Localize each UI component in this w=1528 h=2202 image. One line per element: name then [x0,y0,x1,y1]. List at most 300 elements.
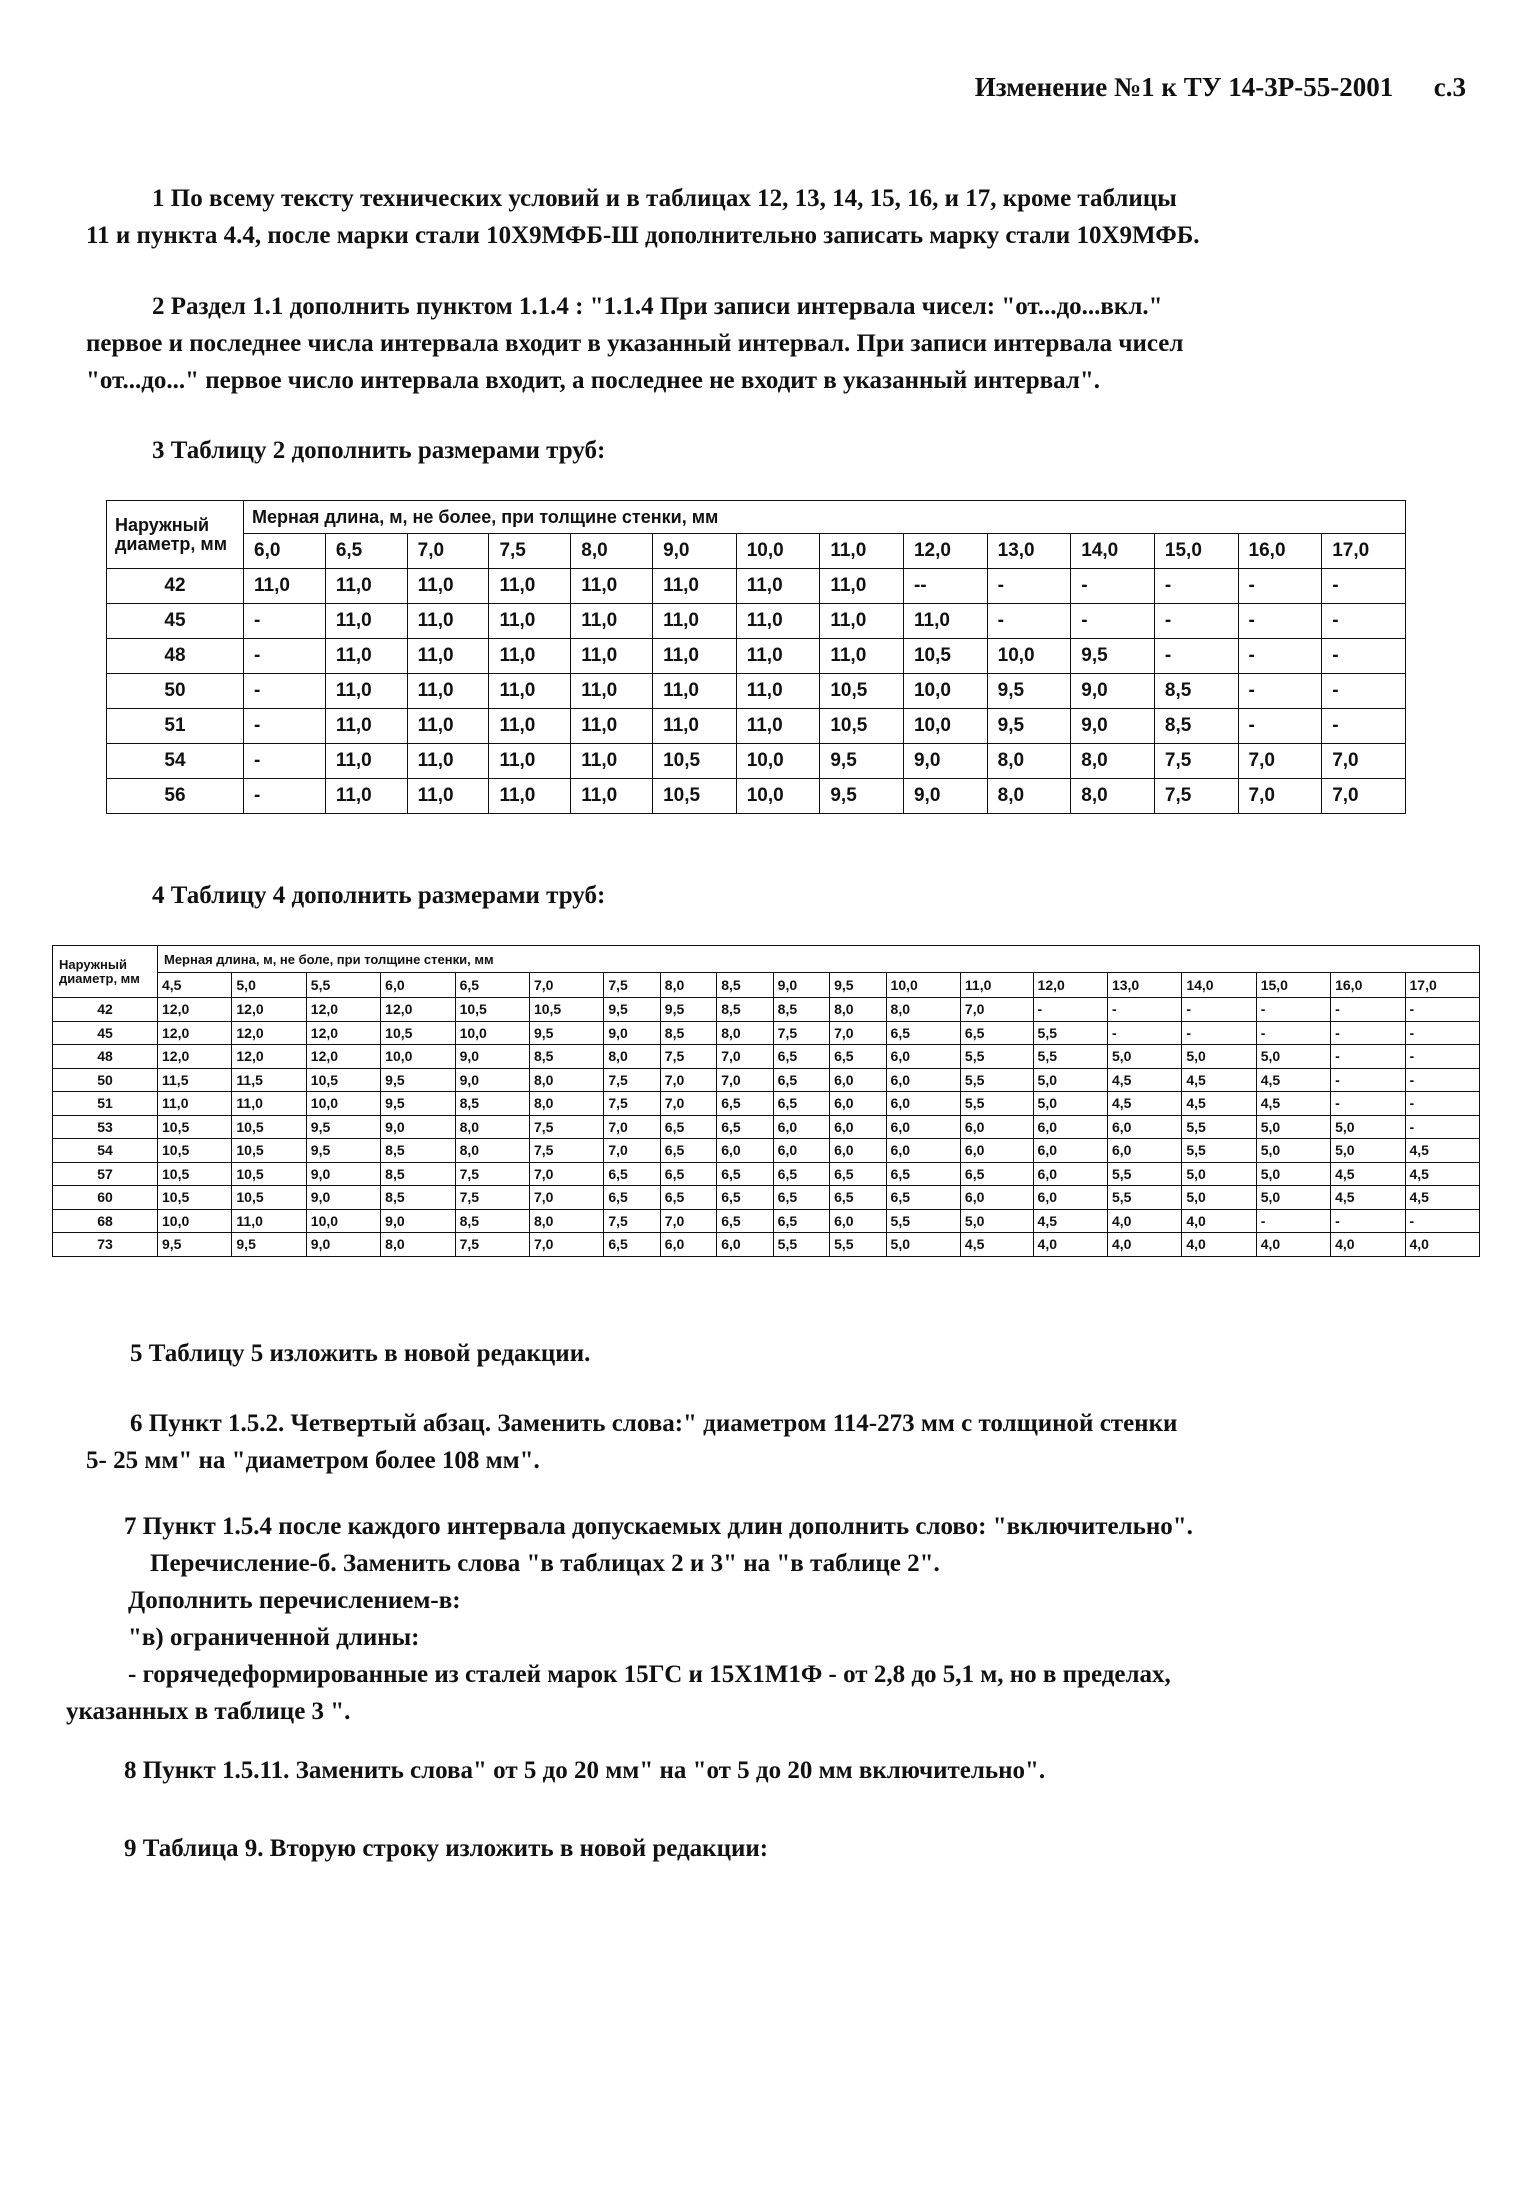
paragraph-7-line-2: Перечисление-б. Заменить слова "в таблицах 2 и 3" на "в таблице 2". [150,1550,940,1577]
length-cell: 9,0 [1071,674,1155,709]
length-cell: 9,5 [529,1021,603,1045]
length-cell: 11,0 [489,569,571,604]
length-cell: 6,0 [960,1115,1033,1139]
length-cell: 5,0 [1256,1186,1330,1210]
length-cell: 10,0 [381,1045,455,1069]
table-row [53,1139,1480,1163]
length-cell: 5,0 [1107,1045,1181,1069]
length-cell: - [1331,1021,1405,1045]
length-cell: 7,0 [529,1186,603,1210]
length-cell: 7,0 [1238,779,1322,814]
length-cell: 5,0 [1256,1139,1330,1163]
length-cell: 9,0 [306,1186,380,1210]
length-cell: 5,5 [1033,1021,1107,1045]
length-cell: 9,5 [604,998,660,1022]
length-cell: 8,5 [455,1209,529,1233]
thickness-header-cell: 5,5 [306,973,380,998]
length-cell: 4,0 [1331,1233,1405,1257]
length-cell: 10,5 [381,1021,455,1045]
length-cell: - [1071,569,1155,604]
length-cell: - [1182,998,1256,1022]
thickness-header-cell: 15,0 [1154,534,1238,569]
length-cell: - [1154,569,1238,604]
length-cell: - [1182,1021,1256,1045]
thickness-header-cell: 6,0 [244,534,326,569]
length-cell: 9,5 [306,1139,380,1163]
length-cell: 10,0 [455,1021,529,1045]
length-cell: 4,5 [1405,1186,1480,1210]
length-cell: 11,0 [407,639,489,674]
length-cell: 7,5 [1154,744,1238,779]
paragraph-2 [86,288,1466,399]
length-cell: 8,0 [987,779,1071,814]
length-cell: 6,0 [886,1139,960,1163]
length-cell: 8,5 [717,998,773,1022]
length-cell: 7,5 [660,1045,716,1069]
length-cell: - [1071,604,1155,639]
length-cell: 9,5 [987,709,1071,744]
length-cell: - [1322,569,1406,604]
diameter-cell: 51 [107,709,244,744]
length-cell: 5,5 [1107,1186,1181,1210]
length-cell: 6,0 [773,1115,829,1139]
table-row [107,604,1406,639]
table-row [107,674,1406,709]
length-cell: 6,5 [660,1162,716,1186]
length-cell: 6,5 [960,1021,1033,1045]
diameter-cell: 53 [53,1115,158,1139]
length-cell: 7,5 [604,1209,660,1233]
length-cell: 10,0 [736,779,820,814]
length-cell: 4,5 [1033,1209,1107,1233]
length-cell: 5,0 [1033,1068,1107,1092]
length-cell: - [1256,1021,1330,1045]
length-cell: 5,0 [1331,1115,1405,1139]
diameter-cell: 48 [107,639,244,674]
length-cell: - [1238,674,1322,709]
length-cell: 9,5 [381,1092,455,1116]
length-cell: 5,0 [1033,1092,1107,1116]
thickness-row [107,534,1406,569]
length-cell: 6,0 [773,1139,829,1163]
length-cell: 11,0 [653,639,737,674]
length-cell: 6,5 [717,1115,773,1139]
paragraph-7-line-1: 7 Пункт 1.5.4 после каждого интервала допускаемых длин дополнить слово: "включительно". [124,1513,1193,1540]
paragraph-6-line-1: 6 Пункт 1.5.2. Четвертый абзац. Заменить слова:" диаметром 114-273 мм с толщиной стенки [130,1410,1178,1437]
length-cell: 11,0 [489,744,571,779]
length-cell: 6,0 [830,1209,886,1233]
length-cell: - [1238,604,1322,639]
diameter-cell: 56 [107,779,244,814]
length-cell: 4,5 [1331,1186,1405,1210]
paragraph-9: 9 Таблица 9. Вторую строку изложить в новой редакции: [124,1835,769,1862]
length-cell: 8,5 [381,1186,455,1210]
length-cell: 7,5 [455,1186,529,1210]
length-cell: 5,0 [886,1233,960,1257]
length-cell: - [1107,1021,1181,1045]
length-cell: 10,5 [232,1162,306,1186]
length-cell: 6,0 [960,1186,1033,1210]
length-cell: 10,5 [455,998,529,1022]
length-cell: 8,0 [1071,779,1155,814]
length-header: Мерная длина, м, не боле, при толщине стенки, мм [158,946,1480,973]
length-cell: 5,5 [960,1092,1033,1116]
length-cell: 7,5 [604,1092,660,1116]
length-cell: 6,5 [604,1186,660,1210]
length-cell: 10,0 [903,709,987,744]
thickness-header-cell: 13,0 [987,534,1071,569]
length-cell: - [1331,1068,1405,1092]
length-cell: 6,5 [717,1209,773,1233]
length-cell: 9,5 [987,674,1071,709]
table-row [107,569,1406,604]
thickness-header-cell: 15,0 [1256,973,1330,998]
length-cell: - [244,674,326,709]
length-cell: 5,0 [1256,1162,1330,1186]
length-cell: 6,5 [960,1162,1033,1186]
length-cell: 11,5 [158,1068,232,1092]
table-row [53,1186,1480,1210]
length-cell: 8,5 [455,1092,529,1116]
diameter-cell: 60 [53,1186,158,1210]
length-cell: 8,5 [381,1139,455,1163]
length-cell: 6,0 [830,1115,886,1139]
length-cell: 6,5 [773,1045,829,1069]
length-cell: 10,5 [820,674,904,709]
length-cell: 10,5 [653,744,737,779]
length-cell: 6,0 [1033,1115,1107,1139]
length-cell: - [1405,1209,1480,1233]
length-cell: 7,0 [717,1068,773,1092]
length-cell: 7,5 [455,1162,529,1186]
paragraph-2-line-3: "от...до..." первое число интервала входит, а последнее не входит в указанный интервал". [86,367,1101,394]
length-cell: 4,5 [1256,1068,1330,1092]
paragraph-1 [86,180,1466,254]
length-cell: - [1107,998,1181,1022]
length-cell: 7,0 [660,1068,716,1092]
length-cell: 5,0 [1182,1162,1256,1186]
length-cell: 9,5 [820,744,904,779]
length-cell: 6,5 [773,1186,829,1210]
length-cell: 7,5 [529,1115,603,1139]
length-cell: 8,5 [773,998,829,1022]
table-4-addition [52,945,1480,1257]
length-cell: 4,5 [1256,1092,1330,1116]
length-cell: 4,5 [1405,1162,1480,1186]
length-cell: 11,0 [820,569,904,604]
length-cell: 4,0 [1256,1233,1330,1257]
length-cell: 6,5 [886,1021,960,1045]
length-cell: 8,5 [381,1162,455,1186]
paragraph-8: 8 Пункт 1.5.11. Заменить слова" от 5 до 20 мм" на "от 5 до 20 мм включительно". [124,1757,1046,1784]
length-cell: 10,5 [232,1139,306,1163]
length-cell: 9,0 [306,1162,380,1186]
length-cell: 11,5 [232,1068,306,1092]
length-cell: - [1322,709,1406,744]
diameter-cell: 45 [53,1021,158,1045]
diameter-cell: 54 [53,1139,158,1163]
length-cell: 11,0 [653,709,737,744]
length-cell: 7,0 [660,1092,716,1116]
thickness-header-cell: 10,0 [736,534,820,569]
thickness-header-cell: 16,0 [1238,534,1322,569]
length-cell: 11,0 [407,779,489,814]
length-cell: 6,5 [773,1162,829,1186]
length-cell: 6,5 [773,1092,829,1116]
length-cell: 7,0 [529,1233,603,1257]
length-cell: 7,0 [604,1115,660,1139]
length-cell: 11,0 [325,709,407,744]
paragraph-7-line-3: Дополнить перечислением-в: [128,1587,461,1614]
length-cell: 11,0 [653,604,737,639]
length-cell: 5,5 [960,1068,1033,1092]
length-cell: 12,0 [158,1045,232,1069]
length-cell: - [244,779,326,814]
length-cell: 10,5 [158,1186,232,1210]
length-cell: 12,0 [306,1045,380,1069]
length-cell: 10,5 [158,1115,232,1139]
length-cell: 9,5 [158,1233,232,1257]
length-cell: 6,5 [830,1045,886,1069]
length-cell: 10,5 [232,1115,306,1139]
length-cell: 7,0 [717,1045,773,1069]
length-cell: 10,0 [306,1092,380,1116]
length-cell: 8,0 [529,1209,603,1233]
length-cell: 6,0 [1033,1186,1107,1210]
length-cell: 9,5 [381,1068,455,1092]
length-cell: 10,5 [158,1162,232,1186]
length-cell: 6,5 [660,1186,716,1210]
paragraph-6-line-2: 5- 25 мм" на "диаметром более 108 мм". [86,1447,540,1474]
length-cell: 10,5 [903,639,987,674]
length-cell: - [1256,1209,1330,1233]
length-cell: 6,0 [1107,1139,1181,1163]
length-cell: 8,0 [381,1233,455,1257]
thickness-header-cell: 9,0 [653,534,737,569]
thickness-header-cell: 6,5 [325,534,407,569]
length-cell: 8,0 [886,998,960,1022]
length-cell: 11,0 [571,569,653,604]
length-cell: - [1331,1045,1405,1069]
length-cell: 7,0 [604,1139,660,1163]
length-cell: 6,0 [886,1115,960,1139]
length-cell: 5,5 [960,1045,1033,1069]
length-cell: 9,5 [306,1115,380,1139]
diameter-cell: 73 [53,1233,158,1257]
length-cell: 4,0 [1405,1233,1480,1257]
length-cell: 5,0 [1182,1045,1256,1069]
length-cell: 4,0 [1107,1233,1181,1257]
length-cell: 9,0 [604,1021,660,1045]
length-cell: 8,0 [1071,744,1155,779]
thickness-header-cell: 7,5 [489,534,571,569]
length-cell: 6,5 [604,1162,660,1186]
length-cell: 6,0 [717,1233,773,1257]
length-cell: 6,0 [960,1139,1033,1163]
length-cell: 10,0 [903,674,987,709]
length-cell: 10,5 [306,1068,380,1092]
table-row [53,1068,1480,1092]
table-row [107,709,1406,744]
thickness-header-cell: 7,5 [604,973,660,998]
length-cell: 9,0 [455,1068,529,1092]
length-cell: 9,0 [903,779,987,814]
length-cell: - [1033,998,1107,1022]
paragraph-7-line-6: указанных в таблице 3 ". [66,1698,351,1725]
length-cell: 11,0 [571,779,653,814]
length-cell: - [1238,709,1322,744]
length-cell: 10,5 [529,998,603,1022]
length-cell: 8,5 [1154,709,1238,744]
length-cell: 9,0 [1071,709,1155,744]
length-cell: 7,5 [773,1021,829,1045]
length-cell: 7,0 [960,998,1033,1022]
length-cell: - [1331,1092,1405,1116]
length-cell: 5,0 [960,1209,1033,1233]
length-cell: 12,0 [158,998,232,1022]
length-cell: - [987,569,1071,604]
length-cell: 11,0 [571,604,653,639]
paragraph-2-line-1: 2 Раздел 1.1 дополнить пунктом 1.1.4 : "1.1.4 При записи интервала чисел: "от...до...вкл." [152,293,1163,320]
length-cell: 9,5 [1071,639,1155,674]
length-cell: 7,0 [529,1162,603,1186]
length-cell: 11,0 [407,569,489,604]
table-row [53,1045,1480,1069]
length-cell: 4,0 [1033,1233,1107,1257]
length-cell: - [1405,1115,1480,1139]
thickness-header-cell: 12,0 [1033,973,1107,998]
length-cell: 11,0 [736,604,820,639]
length-cell: - [1256,998,1330,1022]
thickness-header-cell: 7,0 [407,534,489,569]
thickness-header-cell: 10,0 [886,973,960,998]
length-cell: 11,0 [407,674,489,709]
length-cell: 7,0 [660,1209,716,1233]
table-row [53,1162,1480,1186]
length-cell: 6,0 [1033,1162,1107,1186]
length-cell: 8,0 [455,1139,529,1163]
thickness-header-cell: 14,0 [1182,973,1256,998]
length-cell: 4,5 [960,1233,1033,1257]
length-cell: 7,5 [1154,779,1238,814]
length-cell: 11,0 [489,604,571,639]
length-cell: 6,0 [886,1092,960,1116]
length-cell: 4,5 [1107,1092,1181,1116]
length-cell: 10,0 [987,639,1071,674]
length-cell: 6,5 [830,1186,886,1210]
length-cell: - [1331,1209,1405,1233]
length-cell: 9,5 [660,998,716,1022]
length-cell: 6,0 [886,1068,960,1092]
length-cell: 8,0 [455,1115,529,1139]
table-row [53,998,1480,1022]
length-cell: 6,5 [886,1162,960,1186]
length-cell: 9,0 [381,1209,455,1233]
length-cell: 11,0 [325,674,407,709]
length-cell: 6,5 [660,1115,716,1139]
length-cell: 7,0 [1238,744,1322,779]
thickness-header-cell: 11,0 [960,973,1033,998]
length-cell: 7,0 [1322,779,1406,814]
length-cell: 9,0 [381,1115,455,1139]
thickness-header-cell: 5,0 [232,973,306,998]
length-cell: 11,0 [571,709,653,744]
diameter-cell: 50 [107,674,244,709]
thickness-header-cell: 8,5 [717,973,773,998]
thickness-header-cell: 12,0 [903,534,987,569]
diameter-cell: 42 [53,998,158,1022]
length-cell: 6,5 [773,1068,829,1092]
length-cell: 12,0 [306,1021,380,1045]
length-cell: 5,0 [1256,1045,1330,1069]
paragraph-1-line-1: 1 По всему тексту технических условий и в таблицах 12, 13, 14, 15, 16, и 17, кроме таблицы [152,185,1177,212]
length-cell: 8,5 [529,1045,603,1069]
length-cell: 4,5 [1182,1068,1256,1092]
length-cell: 6,5 [604,1233,660,1257]
length-cell: 9,0 [455,1045,529,1069]
length-cell: - [1322,639,1406,674]
length-cell: - [244,639,326,674]
length-cell: 6,5 [717,1092,773,1116]
paragraph-5: 5 Таблицу 5 изложить в новой редакции. [130,1340,591,1367]
length-cell: 10,5 [232,1186,306,1210]
length-cell: 11,0 [903,604,987,639]
length-cell: 7,5 [455,1233,529,1257]
length-cell: 11,0 [736,639,820,674]
length-cell: 11,0 [736,709,820,744]
thickness-header-cell: 16,0 [1331,973,1405,998]
length-cell: - [1405,1021,1480,1045]
length-cell: 5,0 [1331,1139,1405,1163]
table-row [53,1209,1480,1233]
table-row [107,639,1406,674]
length-cell: 6,5 [830,1162,886,1186]
diameter-cell: 42 [107,569,244,604]
length-cell: 11,0 [325,639,407,674]
length-cell: 11,0 [653,674,737,709]
length-cell: 12,0 [232,1021,306,1045]
length-cell: 7,5 [604,1068,660,1092]
thickness-header-cell: 17,0 [1322,534,1406,569]
paragraph-6 [86,1405,1486,1479]
length-cell: 4,5 [1331,1162,1405,1186]
length-cell: 4,5 [1182,1092,1256,1116]
length-cell: 5,5 [1107,1162,1181,1186]
table-row [53,1115,1480,1139]
thickness-header-cell: 14,0 [1071,534,1155,569]
length-cell: 11,0 [407,709,489,744]
length-cell: 9,0 [306,1233,380,1257]
length-cell: 11,0 [325,779,407,814]
thickness-header-cell: 17,0 [1405,973,1480,998]
length-cell: 6,0 [886,1045,960,1069]
diameter-cell: 54 [107,744,244,779]
length-cell: 6,5 [717,1162,773,1186]
length-cell: 5,0 [1256,1115,1330,1139]
length-cell: 6,0 [717,1139,773,1163]
length-cell: 4,0 [1107,1209,1181,1233]
length-cell: 11,0 [407,604,489,639]
diameter-cell: 51 [53,1092,158,1116]
length-cell: 10,0 [158,1209,232,1233]
length-cell: 11,0 [571,639,653,674]
length-cell: 6,0 [830,1068,886,1092]
length-cell: - [1405,1092,1480,1116]
length-cell: 10,5 [158,1139,232,1163]
length-cell: 10,0 [306,1209,380,1233]
length-cell: - [1405,998,1480,1022]
length-cell: 11,0 [325,569,407,604]
